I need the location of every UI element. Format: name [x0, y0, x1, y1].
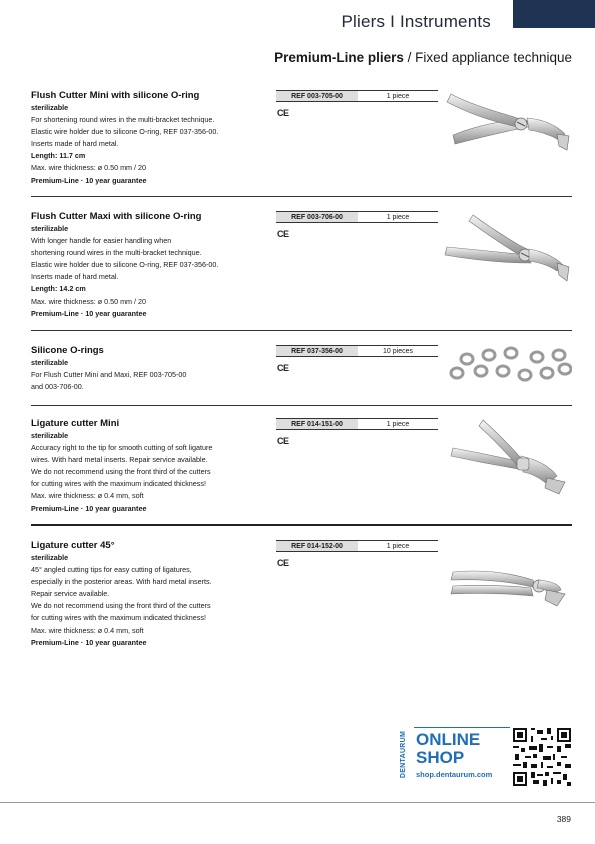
page-number: 389 [556, 814, 571, 824]
page-header-title: Pliers I Instruments [341, 12, 491, 31]
product-line: Accuracy right to the tip for smooth cutting of soft ligature [31, 443, 213, 453]
product-line: Premium-Line · 10 year guarantee [31, 175, 147, 185]
ligature-cutter-45-image [447, 560, 572, 620]
product-line: sterilizable [31, 358, 69, 367]
product-section [31, 418, 572, 515]
ref-table [276, 90, 438, 102]
flush-cutter-mini-image [441, 90, 572, 166]
product-title: Ligature cutter 45° [31, 540, 115, 551]
product-line: Max. wire thickness: ø 0.4 mm, soft [31, 491, 144, 501]
ref-quantity: 1 piece [386, 420, 410, 428]
product-line: shortening round wires in the multi-bracket technique. [31, 248, 202, 258]
product-line: for cutting wires with the maximum indicated thickness! [31, 479, 206, 489]
ce-mark-icon: CE [277, 558, 289, 568]
product-line: For shortening round wires in the multi-bracket technique. [31, 115, 215, 125]
product-line: and 003-706-00. [31, 382, 84, 392]
section-divider [31, 405, 572, 406]
shop-title-line2: SHOP [416, 748, 465, 767]
product-line: sterilizable [31, 224, 69, 233]
section-divider [31, 524, 572, 526]
brand-name: DENTAURUM [400, 730, 408, 779]
product-line: for cutting wires with the maximum indicated thickness! [31, 613, 206, 623]
product-line: Repair service available. [31, 589, 110, 599]
product-line: wires. With hard metal inserts. Repair service available. [31, 455, 208, 465]
qr-code-icon[interactable] [513, 728, 571, 786]
product-line: sterilizable [31, 431, 69, 440]
ref-number: REF 003-706-00 [276, 212, 358, 222]
product-line: sterilizable [31, 103, 69, 112]
product-line: Length: 11.7 cm [31, 151, 86, 161]
flush-cutter-maxi-image [443, 211, 572, 287]
product-line: With longer handle for easier handling when [31, 236, 172, 246]
ref-table [276, 418, 438, 430]
ce-mark-icon: CE [277, 436, 289, 446]
product-line: Inserts made of hard metal. [31, 272, 119, 282]
brand-vertical [402, 725, 413, 787]
ligature-cutter-mini-image [447, 418, 572, 498]
product-title: Flush Cutter Maxi with silicone O-ring [31, 211, 202, 222]
ref-number: REF 014-151-00 [276, 419, 358, 429]
product-line: Premium-Line · 10 year guarantee [31, 503, 147, 513]
ref-quantity: 1 piece [386, 213, 410, 221]
product-line: For Flush Cutter Mini and Maxi, REF 003-705-00 [31, 370, 187, 380]
page-subtitle [274, 50, 572, 65]
product-title: Ligature cutter Mini [31, 418, 120, 429]
ref-quantity: 1 piece [386, 92, 410, 100]
product-section [31, 540, 572, 649]
product-title: Silicone O-rings [31, 345, 104, 356]
product-section [31, 211, 572, 320]
ref-quantity: 1 piece [386, 542, 410, 550]
ref-number: REF 014-152-00 [276, 541, 358, 551]
product-section [31, 90, 572, 187]
section-divider [31, 196, 572, 197]
product-line: 45° angled cutting tips for easy cutting of ligatures, [31, 565, 192, 575]
shop-title-line1: ONLINE [416, 730, 481, 749]
product-line: We do not recommend using the front third of the cutters [31, 467, 211, 477]
product-section [31, 345, 572, 393]
subtitle-bold: Premium-Line pliers [274, 50, 404, 65]
product-title: Flush Cutter Mini with silicone O-ring [31, 90, 200, 101]
product-line: especially in the posterior areas. With hard metal inserts. [31, 577, 212, 587]
ce-mark-icon: CE [277, 229, 289, 239]
ce-mark-icon: CE [277, 363, 289, 373]
product-line: Premium-Line · 10 year guarantee [31, 637, 147, 647]
ref-number: REF 003-705-00 [276, 91, 358, 101]
ref-table [276, 211, 438, 223]
shop-url-link[interactable]: shop.dentaurum.com [416, 770, 493, 779]
product-line: Premium-Line · 10 year guarantee [31, 308, 147, 318]
product-line: Elastic wire holder due to silicone O-ring, REF 037-356-00. [31, 260, 219, 270]
product-line: Inserts made of hard metal. [31, 139, 119, 149]
product-line: Elastic wire holder due to silicone O-ring, REF 037-356-00. [31, 127, 219, 137]
header-color-tab [513, 0, 595, 28]
product-line: Max. wire thickness: ø 0.50 mm / 20 [31, 163, 147, 173]
shop-rule [414, 727, 510, 728]
product-line: Length: 14.2 cm [31, 284, 86, 294]
ref-quantity: 10 pieces [383, 347, 413, 355]
product-line: We do not recommend using the front third of the cutters [31, 601, 211, 611]
ref-table [276, 540, 438, 552]
subtitle-rest: / Fixed appliance technique [403, 50, 572, 65]
product-line: Max. wire thickness: ø 0.50 mm / 20 [31, 296, 147, 306]
ce-mark-icon: CE [277, 108, 289, 118]
section-divider [31, 330, 572, 331]
silicone-o-rings-image [447, 345, 572, 389]
product-line: sterilizable [31, 553, 69, 562]
ref-table [276, 345, 438, 357]
footer-rule [0, 802, 595, 803]
ref-number: REF 037-356-00 [276, 346, 358, 356]
product-line: Max. wire thickness: ø 0.4 mm, soft [31, 625, 144, 635]
